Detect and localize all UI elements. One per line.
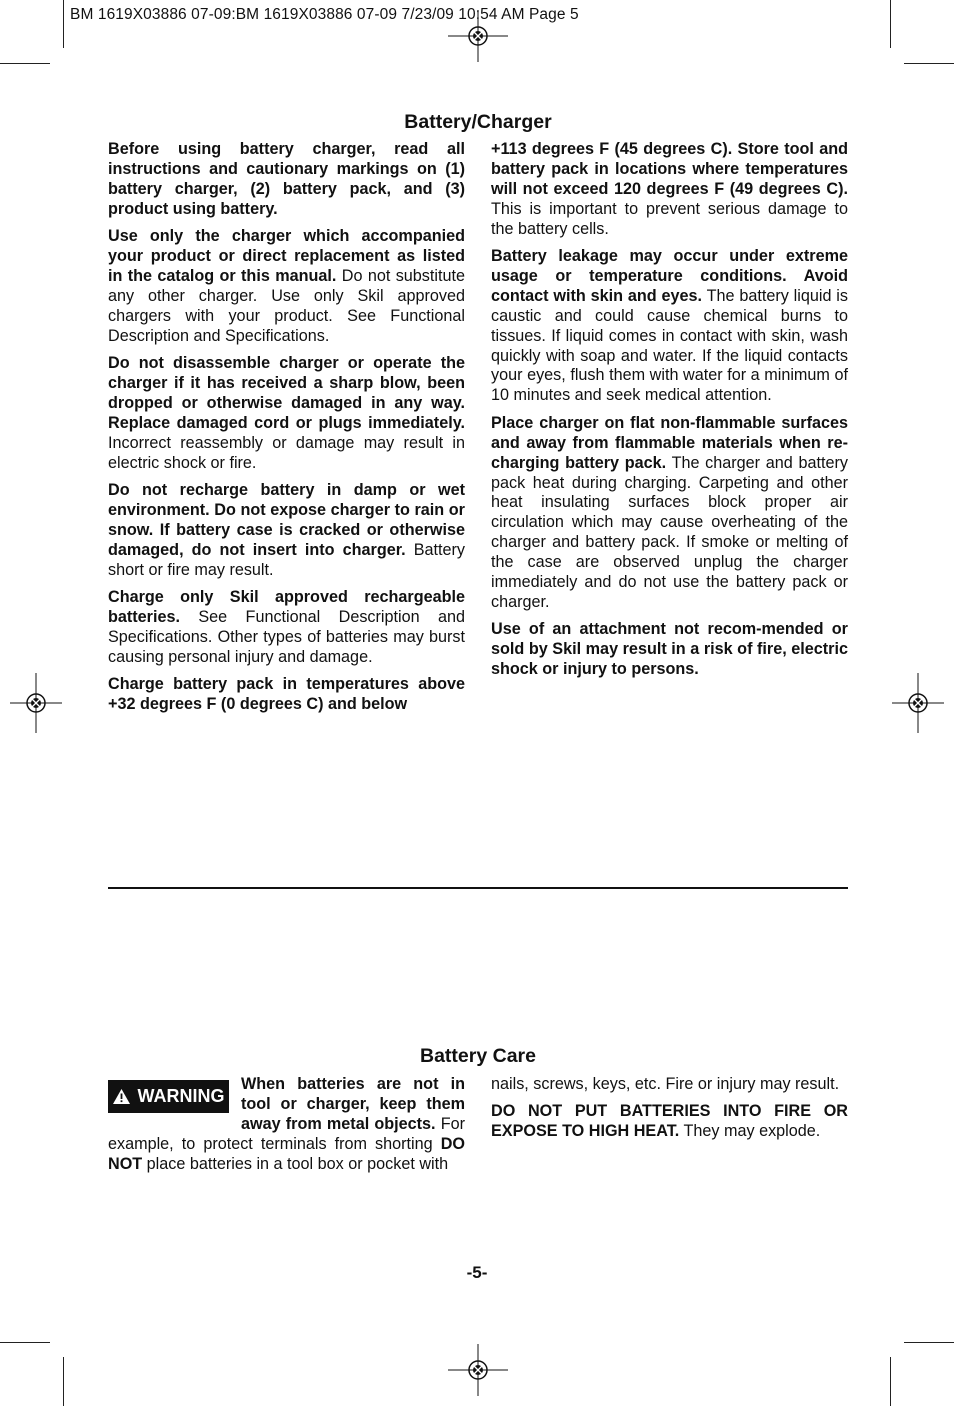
paragraph: Use only the charger which accompanied your product or direct replacement as listed in the catalog or this manual. Do not substitute any other charger. Use only Skil approved chargers with your product. See Functional Description and Specifications. [108,227,465,345]
paragraph: nails, screws, keys, etc. Fire or injury may result. [491,1075,840,1093]
registration-mark-icon [892,673,944,733]
crop-mark [63,0,64,48]
section-title-battery-charger: Battery/Charger [404,111,552,133]
crop-mark [0,63,50,64]
left-column [108,140,465,722]
registration-mark-icon [448,10,508,62]
battery-care-left-column [108,1075,465,1182]
paragraph: +113 degrees F (45 degrees C). Store tool and battery pack in locations where temperatures will not exceed 120 degrees F (49 degrees C). This is important to prevent serious damage to the battery cells. [491,140,848,238]
paragraph: Charge only Skil approved rechargeable batteries. See Functional Description and Specifications. Other types of batteries may burst causing personal injury and damage. [108,588,465,666]
section-divider [108,887,848,889]
paragraph: Do not disassemble charger or operate the charger if it has received a sharp blow, been dropped or otherwise damaged in any way. Replace damaged cord or plugs immediately. Incorrect reassembly or damage may result in electric shock or fire. [108,354,465,472]
warning-badge [108,1080,229,1113]
warning-label: WARNING [137,1085,225,1106]
section-title-battery-care: Battery Care [420,1045,536,1067]
registration-mark-icon [10,673,62,733]
crop-mark [890,1357,891,1406]
registration-mark-icon [448,1344,508,1396]
right-column [491,140,848,688]
crop-mark [0,1342,50,1343]
battery-care-right-column [491,1075,848,1150]
crop-mark [63,1357,64,1406]
paragraph: Place charger on flat non-flammable surfaces and away from flammable materials when re-charging battery pack. The charger and battery pack heat during charging. Carpeting and other heat insulating surfaces block proper air circulation which may cause overheating of the charger and battery pack. If smoke or melting of the case are observed unplug the charger immediately and do not use the battery pack or charger. [491,413,848,611]
paragraph: Charge battery pack in temperatures above +32 degrees F (0 degrees C) and below [108,675,465,714]
warning-triangle-icon [113,1089,130,1104]
crop-mark [890,0,891,48]
paragraph: DO NOT PUT BATTERIES INTO FIRE OR EXPOSE TO HIGH HEAT. They may explode. [491,1102,848,1141]
crop-mark [904,1342,954,1343]
page-number: -5- [466,1263,488,1282]
paragraph: Do not recharge battery in damp or wet environment. Do not expose charger to rain or snow. If battery case is cracked or otherwise damaged, do not insert into charger. Battery short or fire may result. [108,481,466,579]
paragraph: Before using battery charger, read all instructions and cautionary markings on (1) battery charger, (2) battery pack, and (3) product using battery. [108,140,465,218]
paragraph: When batteries are not in tool or charger, keep them away from metal objects. For example, to protect terminals from shorting DO NOT place batteries in a tool box or pocket with [108,1075,465,1173]
print-slug: BM 1619X03886 07-09:BM 1619X03886 07-09 7/23/09 10:54 AM Page 5 [70,6,579,23]
paragraph: Battery leakage may occur under extreme usage or temperature conditions. Avoid contact with skin and eyes. The battery liquid is caustic and could cause chemical burns to tissues. If liquid comes in contact with skin, wash quickly with soap and water. If the liquid contacts your eyes, flush them with water for a minimum of 10 minutes and seek medical attention. [491,247,848,405]
paragraph: Use of an attachment not recom-mended or sold by Skil may result in a risk of fire, electric shock or injury to persons. [491,620,848,679]
crop-mark [904,63,954,64]
